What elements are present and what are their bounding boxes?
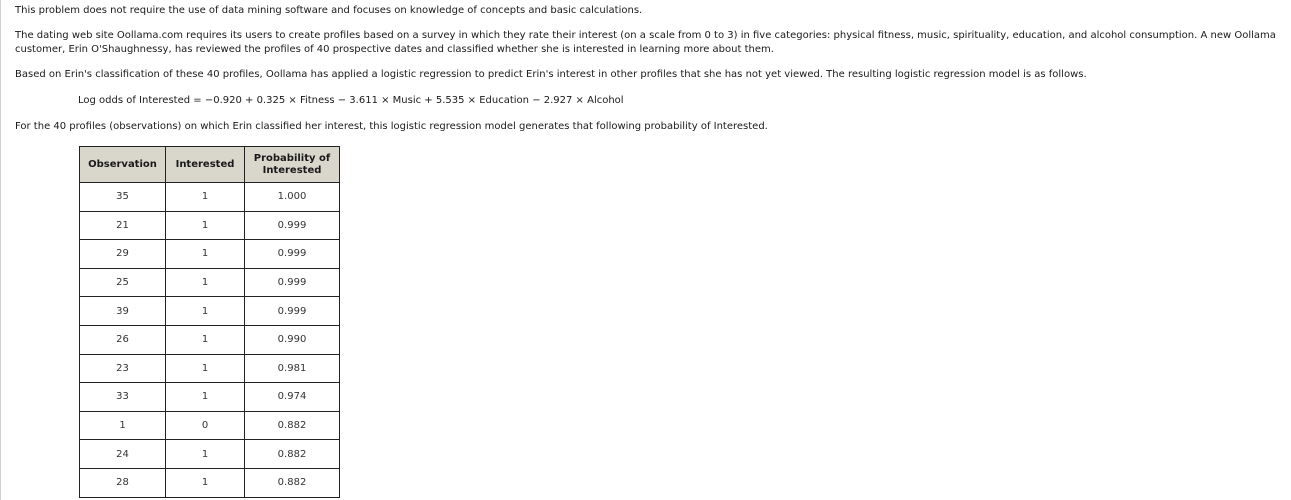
- cell-probability: 0.999: [245, 211, 340, 240]
- cell-probability: 0.999: [245, 268, 340, 297]
- cell-probability: 0.999: [245, 240, 340, 269]
- header-probability-line1: Probability of: [253, 152, 331, 164]
- table-row: [80, 211, 340, 240]
- cell-probability: 0.974: [245, 383, 340, 412]
- header-interested: Interested: [166, 147, 245, 183]
- cell-observation: 1: [80, 411, 166, 440]
- model-description-paragraph: Based on Erin's classification of these 40 profiles, Oollama has applied a logistic regression to predict Erin's interest in other profiles that she has not yet viewed. The resulting logistic regression model is as follows.: [15, 69, 1087, 80]
- cell-interested: 1: [166, 468, 245, 497]
- table-row: [80, 297, 340, 326]
- table-row: [80, 354, 340, 383]
- cell-interested: 1: [166, 440, 245, 469]
- table-body: [80, 183, 340, 498]
- cell-observation: 25: [80, 268, 166, 297]
- cell-interested: 1: [166, 183, 245, 212]
- probability-description-paragraph: For the 40 profiles (observations) on which Erin classified her interest, this logistic regression model generates that following probability of Interested.: [15, 121, 768, 132]
- table-row: [80, 240, 340, 269]
- cell-observation: 21: [80, 211, 166, 240]
- cell-interested: 0: [166, 411, 245, 440]
- cell-probability: 0.882: [245, 440, 340, 469]
- header-probability-line2: Interested: [262, 164, 322, 176]
- cell-interested: 1: [166, 240, 245, 269]
- table-row: [80, 440, 340, 469]
- cell-probability: 0.882: [245, 411, 340, 440]
- table-row: [80, 383, 340, 412]
- cell-probability: 1.000: [245, 183, 340, 212]
- cell-probability: 0.882: [245, 468, 340, 497]
- cell-observation: 26: [80, 325, 166, 354]
- table-row: [80, 183, 340, 212]
- cell-interested: 1: [166, 325, 245, 354]
- cell-interested: 1: [166, 268, 245, 297]
- header-probability: [245, 147, 340, 183]
- cell-interested: 1: [166, 383, 245, 412]
- cell-observation: 23: [80, 354, 166, 383]
- cell-interested: 1: [166, 297, 245, 326]
- regression-formula: Log odds of Interested = −0.920 + 0.325 × Fitness − 3.611 × Music + 5.535 × Education − 2.927 × Alcohol: [78, 95, 624, 106]
- cell-probability: 0.981: [245, 354, 340, 383]
- cell-observation: 35: [80, 183, 166, 212]
- problem-description-paragraph: The dating web site Oollama.com requires its users to create profiles based on a survey in which they rate their interest (on a scale from 0 to 3) in five categories: physical fitness, music, spirituality, education, and alcohol consumption. A new Oollama customer, Erin O'Shaughnessy, has reviewed the profiles of 40 prospective dates and classified whether she is interested in learning more about them.: [15, 30, 1276, 55]
- header-observation: Observation: [80, 147, 166, 183]
- cell-observation: 28: [80, 468, 166, 497]
- table-row: [80, 325, 340, 354]
- cell-interested: 1: [166, 211, 245, 240]
- intro-paragraph: This problem does not require the use of data mining software and focuses on knowledge of concepts and basic calculations.: [15, 5, 643, 16]
- table-header-row: [80, 147, 340, 183]
- cell-observation: 33: [80, 383, 166, 412]
- cell-observation: 24: [80, 440, 166, 469]
- cell-probability: 0.990: [245, 325, 340, 354]
- cell-probability: 0.999: [245, 297, 340, 326]
- cell-observation: 39: [80, 297, 166, 326]
- table-row: [80, 411, 340, 440]
- table-row: [80, 268, 340, 297]
- table-row: [80, 468, 340, 497]
- probability-table: [79, 146, 340, 498]
- cell-observation: 29: [80, 240, 166, 269]
- cell-interested: 1: [166, 354, 245, 383]
